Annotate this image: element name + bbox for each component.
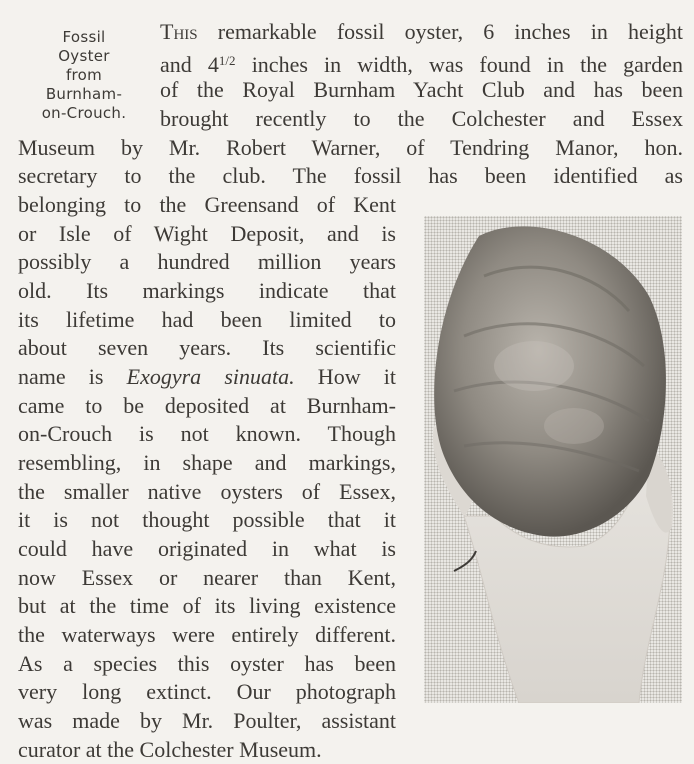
- text-line: and $4^{1/2}$ inches in width, was found in the garden: [160, 52, 684, 77]
- text-line: belonging to the Greensand of Kent: [18, 192, 396, 217]
- text-line: As a species this oyster has been: [18, 651, 396, 676]
- text-line: came to be deposited at Burnham-: [18, 393, 396, 418]
- text-line: the smaller native oysters of Essex,: [18, 479, 396, 504]
- sidenote-line: on-Crouch.: [41, 104, 127, 122]
- text-line: was made by Mr. Poulter, assistant: [18, 708, 396, 733]
- fossil-oyster-photo: [424, 216, 682, 703]
- sidenote-line: from: [65, 66, 103, 84]
- text-line: on-Crouch is not known. Though: [18, 421, 396, 446]
- text-line: of the Royal Burnham Yacht Club and has been: [160, 77, 683, 102]
- text-line: curator at the Colchester Museum.: [18, 737, 322, 762]
- text-line: very long extinct. Our photograph: [18, 679, 396, 704]
- text-line: the waterways were entirely different.: [18, 622, 396, 647]
- text-line: could have originated in what is: [18, 536, 396, 561]
- text-line: Museum by Mr. Robert Warner, of Tendring Manor, hon.: [18, 135, 683, 160]
- sidenote-heading: [14, 28, 154, 123]
- text-line: resembling, in shape and markings,: [18, 450, 396, 475]
- text-line: old. Its markings indicate that: [18, 278, 396, 303]
- fossil-oyster-illustration: [424, 216, 682, 703]
- sidenote-line: Fossil: [62, 28, 106, 46]
- sidenote-line: Oyster: [58, 47, 110, 65]
- species-name: Exogyra sinuata.: [126, 364, 295, 389]
- text-line: This remarkable fossil oyster, 6 inches in height: [160, 19, 683, 44]
- text-line: now Essex or nearer than Kent,: [18, 565, 396, 590]
- text-line: name is Exogyra sinuata. How it: [18, 364, 396, 389]
- text-line: or Isle of Wight Deposit, and is: [18, 221, 396, 246]
- opening-word: This: [160, 19, 198, 44]
- fraction: 1/2: [218, 53, 236, 68]
- text-line: but at the time of its living existence: [18, 593, 396, 618]
- text-line: it is not thought possible that it: [18, 507, 396, 532]
- text-line: brought recently to the Colchester and Essex: [160, 106, 683, 131]
- text-line: possibly a hundred million years: [18, 249, 396, 274]
- sidenote-line: Burnham-: [45, 85, 123, 103]
- text-line: secretary to the club. The fossil has been identified as: [18, 163, 683, 188]
- text-line: its lifetime had been limited to: [18, 307, 396, 332]
- text-line: about seven years. Its scientific: [18, 335, 396, 360]
